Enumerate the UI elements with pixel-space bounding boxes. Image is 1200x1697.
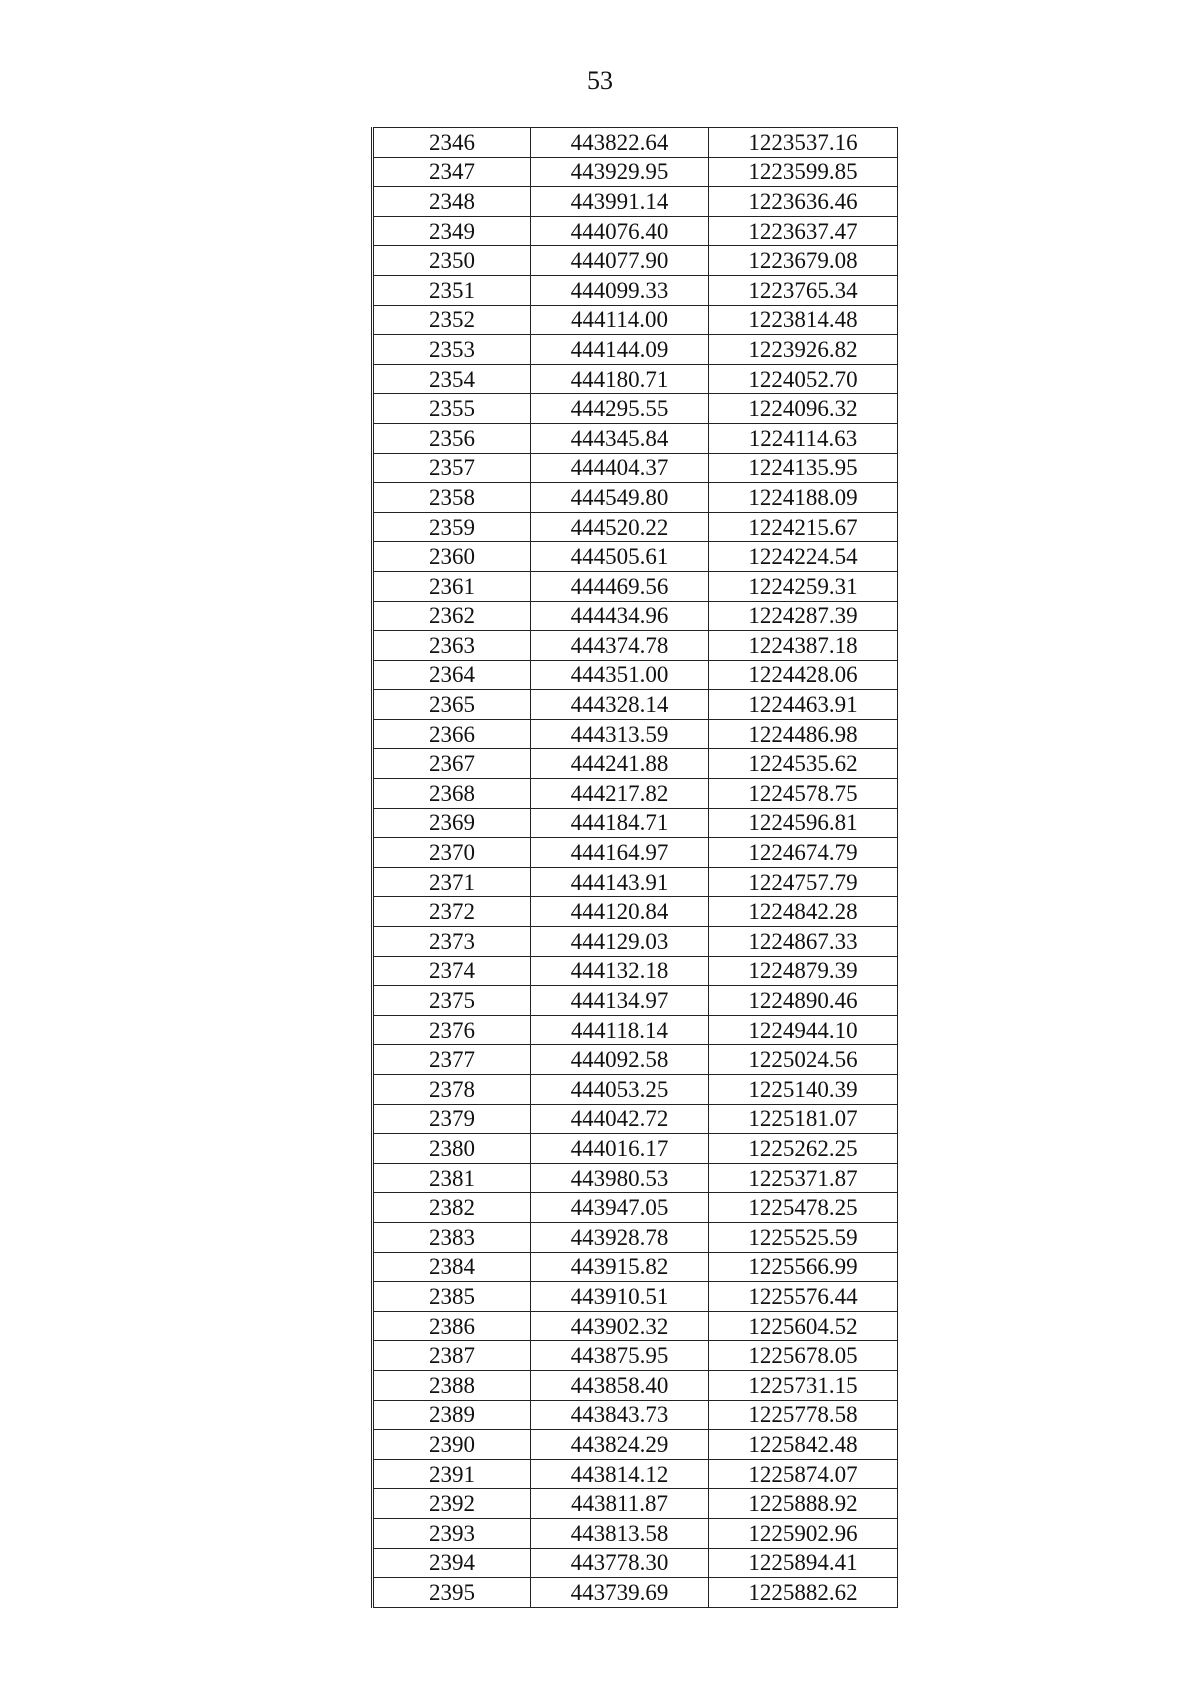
table-row [373, 897, 898, 927]
point-number-cell: 2355 [373, 394, 531, 424]
x-coordinate-cell: 443875.95 [531, 1341, 709, 1371]
table-row [373, 1045, 898, 1075]
y-coordinate-cell: 1225902.96 [709, 1518, 898, 1548]
x-coordinate-cell: 444404.37 [531, 453, 709, 483]
table-row [373, 1548, 898, 1578]
y-coordinate-cell: 1223636.46 [709, 187, 898, 217]
table-row [373, 1282, 898, 1312]
table-row [373, 1518, 898, 1548]
point-number-cell: 2360 [373, 542, 531, 572]
x-coordinate-cell: 443778.30 [531, 1548, 709, 1578]
y-coordinate-cell: 1225024.56 [709, 1045, 898, 1075]
point-number-cell: 2394 [373, 1548, 531, 1578]
x-coordinate-cell: 444114.00 [531, 305, 709, 335]
x-coordinate-cell: 444351.00 [531, 660, 709, 690]
y-coordinate-cell: 1225478.25 [709, 1193, 898, 1223]
y-coordinate-cell: 1225778.58 [709, 1400, 898, 1430]
table-row [373, 1104, 898, 1134]
table-row [373, 719, 898, 749]
table-row [373, 749, 898, 779]
point-number-cell: 2391 [373, 1459, 531, 1489]
point-number-cell: 2379 [373, 1104, 531, 1134]
y-coordinate-cell: 1224287.39 [709, 601, 898, 631]
table-row [373, 1400, 898, 1430]
y-coordinate-cell: 1225678.05 [709, 1341, 898, 1371]
y-coordinate-cell: 1224596.81 [709, 808, 898, 838]
x-coordinate-cell: 444118.14 [531, 1015, 709, 1045]
y-coordinate-cell: 1224463.91 [709, 690, 898, 720]
point-number-cell: 2369 [373, 808, 531, 838]
table-row [373, 1341, 898, 1371]
point-number-cell: 2381 [373, 1163, 531, 1193]
x-coordinate-cell: 443811.87 [531, 1489, 709, 1519]
y-coordinate-cell: 1225874.07 [709, 1459, 898, 1489]
y-coordinate-cell: 1225888.92 [709, 1489, 898, 1519]
point-number-cell: 2351 [373, 275, 531, 305]
table-row [373, 483, 898, 513]
x-coordinate-cell: 444076.40 [531, 216, 709, 246]
x-coordinate-cell: 444134.97 [531, 986, 709, 1016]
x-coordinate-cell: 444144.09 [531, 335, 709, 365]
x-coordinate-cell: 444143.91 [531, 867, 709, 897]
table-row [373, 275, 898, 305]
y-coordinate-cell: 1223637.47 [709, 216, 898, 246]
point-number-cell: 2357 [373, 453, 531, 483]
x-coordinate-cell: 444184.71 [531, 808, 709, 838]
y-coordinate-cell: 1225262.25 [709, 1134, 898, 1164]
table-row [373, 1578, 898, 1608]
y-coordinate-cell: 1224428.06 [709, 660, 898, 690]
point-number-cell: 2366 [373, 719, 531, 749]
point-number-cell: 2385 [373, 1282, 531, 1312]
coordinates-table [371, 127, 898, 1608]
page-number: 53 [587, 66, 613, 95]
y-coordinate-cell: 1225731.15 [709, 1370, 898, 1400]
x-coordinate-cell: 443928.78 [531, 1222, 709, 1252]
table-row [373, 1489, 898, 1519]
point-number-cell: 2361 [373, 571, 531, 601]
table-row [373, 779, 898, 809]
x-coordinate-cell: 443843.73 [531, 1400, 709, 1430]
y-coordinate-cell: 1225882.62 [709, 1578, 898, 1608]
y-coordinate-cell: 1225842.48 [709, 1430, 898, 1460]
y-coordinate-cell: 1225894.41 [709, 1548, 898, 1578]
table-row [373, 1311, 898, 1341]
table-row [373, 1459, 898, 1489]
y-coordinate-cell: 1224135.95 [709, 453, 898, 483]
point-number-cell: 2375 [373, 986, 531, 1016]
table-row [373, 1430, 898, 1460]
x-coordinate-cell: 444434.96 [531, 601, 709, 631]
table-row [373, 542, 898, 572]
point-number-cell: 2373 [373, 927, 531, 957]
y-coordinate-cell: 1224387.18 [709, 631, 898, 661]
point-number-cell: 2358 [373, 483, 531, 513]
point-number-cell: 2370 [373, 838, 531, 868]
y-coordinate-cell: 1225604.52 [709, 1311, 898, 1341]
table-row [373, 246, 898, 276]
table-row [373, 394, 898, 424]
table-row [373, 453, 898, 483]
y-coordinate-cell: 1224096.32 [709, 394, 898, 424]
table-row [373, 423, 898, 453]
point-number-cell: 2346 [373, 128, 531, 158]
point-number-cell: 2374 [373, 956, 531, 986]
y-coordinate-cell: 1224188.09 [709, 483, 898, 513]
y-coordinate-cell: 1224578.75 [709, 779, 898, 809]
y-coordinate-cell: 1224674.79 [709, 838, 898, 868]
y-coordinate-cell: 1224114.63 [709, 423, 898, 453]
x-coordinate-cell: 443991.14 [531, 187, 709, 217]
y-coordinate-cell: 1225140.39 [709, 1075, 898, 1105]
table-row [373, 986, 898, 1016]
table-row [373, 571, 898, 601]
point-number-cell: 2349 [373, 216, 531, 246]
point-number-cell: 2390 [373, 1430, 531, 1460]
table-row [373, 1015, 898, 1045]
x-coordinate-cell: 444313.59 [531, 719, 709, 749]
point-number-cell: 2384 [373, 1252, 531, 1282]
point-number-cell: 2389 [373, 1400, 531, 1430]
x-coordinate-cell: 444469.56 [531, 571, 709, 601]
point-number-cell: 2376 [373, 1015, 531, 1045]
x-coordinate-cell: 444217.82 [531, 779, 709, 809]
x-coordinate-cell: 443980.53 [531, 1163, 709, 1193]
point-number-cell: 2383 [373, 1222, 531, 1252]
point-number-cell: 2380 [373, 1134, 531, 1164]
point-number-cell: 2364 [373, 660, 531, 690]
point-number-cell: 2350 [373, 246, 531, 276]
point-number-cell: 2352 [373, 305, 531, 335]
x-coordinate-cell: 444016.17 [531, 1134, 709, 1164]
x-coordinate-cell: 443814.12 [531, 1459, 709, 1489]
y-coordinate-cell: 1225525.59 [709, 1222, 898, 1252]
x-coordinate-cell: 444328.14 [531, 690, 709, 720]
y-coordinate-cell: 1225371.87 [709, 1163, 898, 1193]
y-coordinate-cell: 1223814.48 [709, 305, 898, 335]
point-number-cell: 2388 [373, 1370, 531, 1400]
table-row [373, 1134, 898, 1164]
point-number-cell: 2372 [373, 897, 531, 927]
table-row [373, 1222, 898, 1252]
y-coordinate-cell: 1224890.46 [709, 986, 898, 1016]
y-coordinate-cell: 1223679.08 [709, 246, 898, 276]
point-number-cell: 2368 [373, 779, 531, 809]
table-row [373, 128, 898, 158]
x-coordinate-cell: 444345.84 [531, 423, 709, 453]
x-coordinate-cell: 443902.32 [531, 1311, 709, 1341]
table-row [373, 867, 898, 897]
point-number-cell: 2386 [373, 1311, 531, 1341]
table-row [373, 808, 898, 838]
point-number-cell: 2378 [373, 1075, 531, 1105]
x-coordinate-cell: 444241.88 [531, 749, 709, 779]
x-coordinate-cell: 444120.84 [531, 897, 709, 927]
table-row [373, 216, 898, 246]
x-coordinate-cell: 443739.69 [531, 1578, 709, 1608]
y-coordinate-cell: 1224259.31 [709, 571, 898, 601]
table-row [373, 927, 898, 957]
table-row [373, 1252, 898, 1282]
table-row [373, 364, 898, 394]
point-number-cell: 2363 [373, 631, 531, 661]
x-coordinate-cell: 444092.58 [531, 1045, 709, 1075]
point-number-cell: 2395 [373, 1578, 531, 1608]
table-row [373, 512, 898, 542]
point-number-cell: 2393 [373, 1518, 531, 1548]
table-row [373, 956, 898, 986]
y-coordinate-cell: 1224879.39 [709, 956, 898, 986]
x-coordinate-cell: 443824.29 [531, 1430, 709, 1460]
y-coordinate-cell: 1223926.82 [709, 335, 898, 365]
y-coordinate-cell: 1223537.16 [709, 128, 898, 158]
y-coordinate-cell: 1224944.10 [709, 1015, 898, 1045]
point-number-cell: 2347 [373, 157, 531, 187]
table-row [373, 157, 898, 187]
x-coordinate-cell: 444042.72 [531, 1104, 709, 1134]
y-coordinate-cell: 1224757.79 [709, 867, 898, 897]
table-row [373, 838, 898, 868]
y-coordinate-cell: 1224867.33 [709, 927, 898, 957]
point-number-cell: 2353 [373, 335, 531, 365]
point-number-cell: 2356 [373, 423, 531, 453]
point-number-cell: 2382 [373, 1193, 531, 1223]
x-coordinate-cell: 444077.90 [531, 246, 709, 276]
x-coordinate-cell: 444053.25 [531, 1075, 709, 1105]
y-coordinate-cell: 1224842.28 [709, 897, 898, 927]
x-coordinate-cell: 444295.55 [531, 394, 709, 424]
y-coordinate-cell: 1225576.44 [709, 1282, 898, 1312]
x-coordinate-cell: 444132.18 [531, 956, 709, 986]
table-row [373, 1193, 898, 1223]
x-coordinate-cell: 444164.97 [531, 838, 709, 868]
x-coordinate-cell: 443947.05 [531, 1193, 709, 1223]
point-number-cell: 2362 [373, 601, 531, 631]
table-row [373, 1163, 898, 1193]
y-coordinate-cell: 1224215.67 [709, 512, 898, 542]
table-row [373, 631, 898, 661]
table-row [373, 690, 898, 720]
coordinates-table-body [373, 128, 898, 1608]
y-coordinate-cell: 1224486.98 [709, 719, 898, 749]
point-number-cell: 2387 [373, 1341, 531, 1371]
x-coordinate-cell: 444129.03 [531, 927, 709, 957]
x-coordinate-cell: 444099.33 [531, 275, 709, 305]
x-coordinate-cell: 443822.64 [531, 128, 709, 158]
y-coordinate-cell: 1224224.54 [709, 542, 898, 572]
x-coordinate-cell: 443929.95 [531, 157, 709, 187]
y-coordinate-cell: 1223765.34 [709, 275, 898, 305]
point-number-cell: 2377 [373, 1045, 531, 1075]
table-row [373, 335, 898, 365]
table-row [373, 187, 898, 217]
point-number-cell: 2348 [373, 187, 531, 217]
x-coordinate-cell: 444374.78 [531, 631, 709, 661]
point-number-cell: 2365 [373, 690, 531, 720]
point-number-cell: 2392 [373, 1489, 531, 1519]
x-coordinate-cell: 444180.71 [531, 364, 709, 394]
x-coordinate-cell: 444520.22 [531, 512, 709, 542]
x-coordinate-cell: 443813.58 [531, 1518, 709, 1548]
table-row [373, 1370, 898, 1400]
y-coordinate-cell: 1224052.70 [709, 364, 898, 394]
point-number-cell: 2371 [373, 867, 531, 897]
table-row [373, 305, 898, 335]
point-number-cell: 2367 [373, 749, 531, 779]
x-coordinate-cell: 443910.51 [531, 1282, 709, 1312]
point-number-cell: 2354 [373, 364, 531, 394]
x-coordinate-cell: 443915.82 [531, 1252, 709, 1282]
x-coordinate-cell: 444549.80 [531, 483, 709, 513]
x-coordinate-cell: 443858.40 [531, 1370, 709, 1400]
table-row [373, 1075, 898, 1105]
table-row [373, 660, 898, 690]
y-coordinate-cell: 1225566.99 [709, 1252, 898, 1282]
y-coordinate-cell: 1224535.62 [709, 749, 898, 779]
table-row [373, 601, 898, 631]
y-coordinate-cell: 1225181.07 [709, 1104, 898, 1134]
y-coordinate-cell: 1223599.85 [709, 157, 898, 187]
point-number-cell: 2359 [373, 512, 531, 542]
x-coordinate-cell: 444505.61 [531, 542, 709, 572]
